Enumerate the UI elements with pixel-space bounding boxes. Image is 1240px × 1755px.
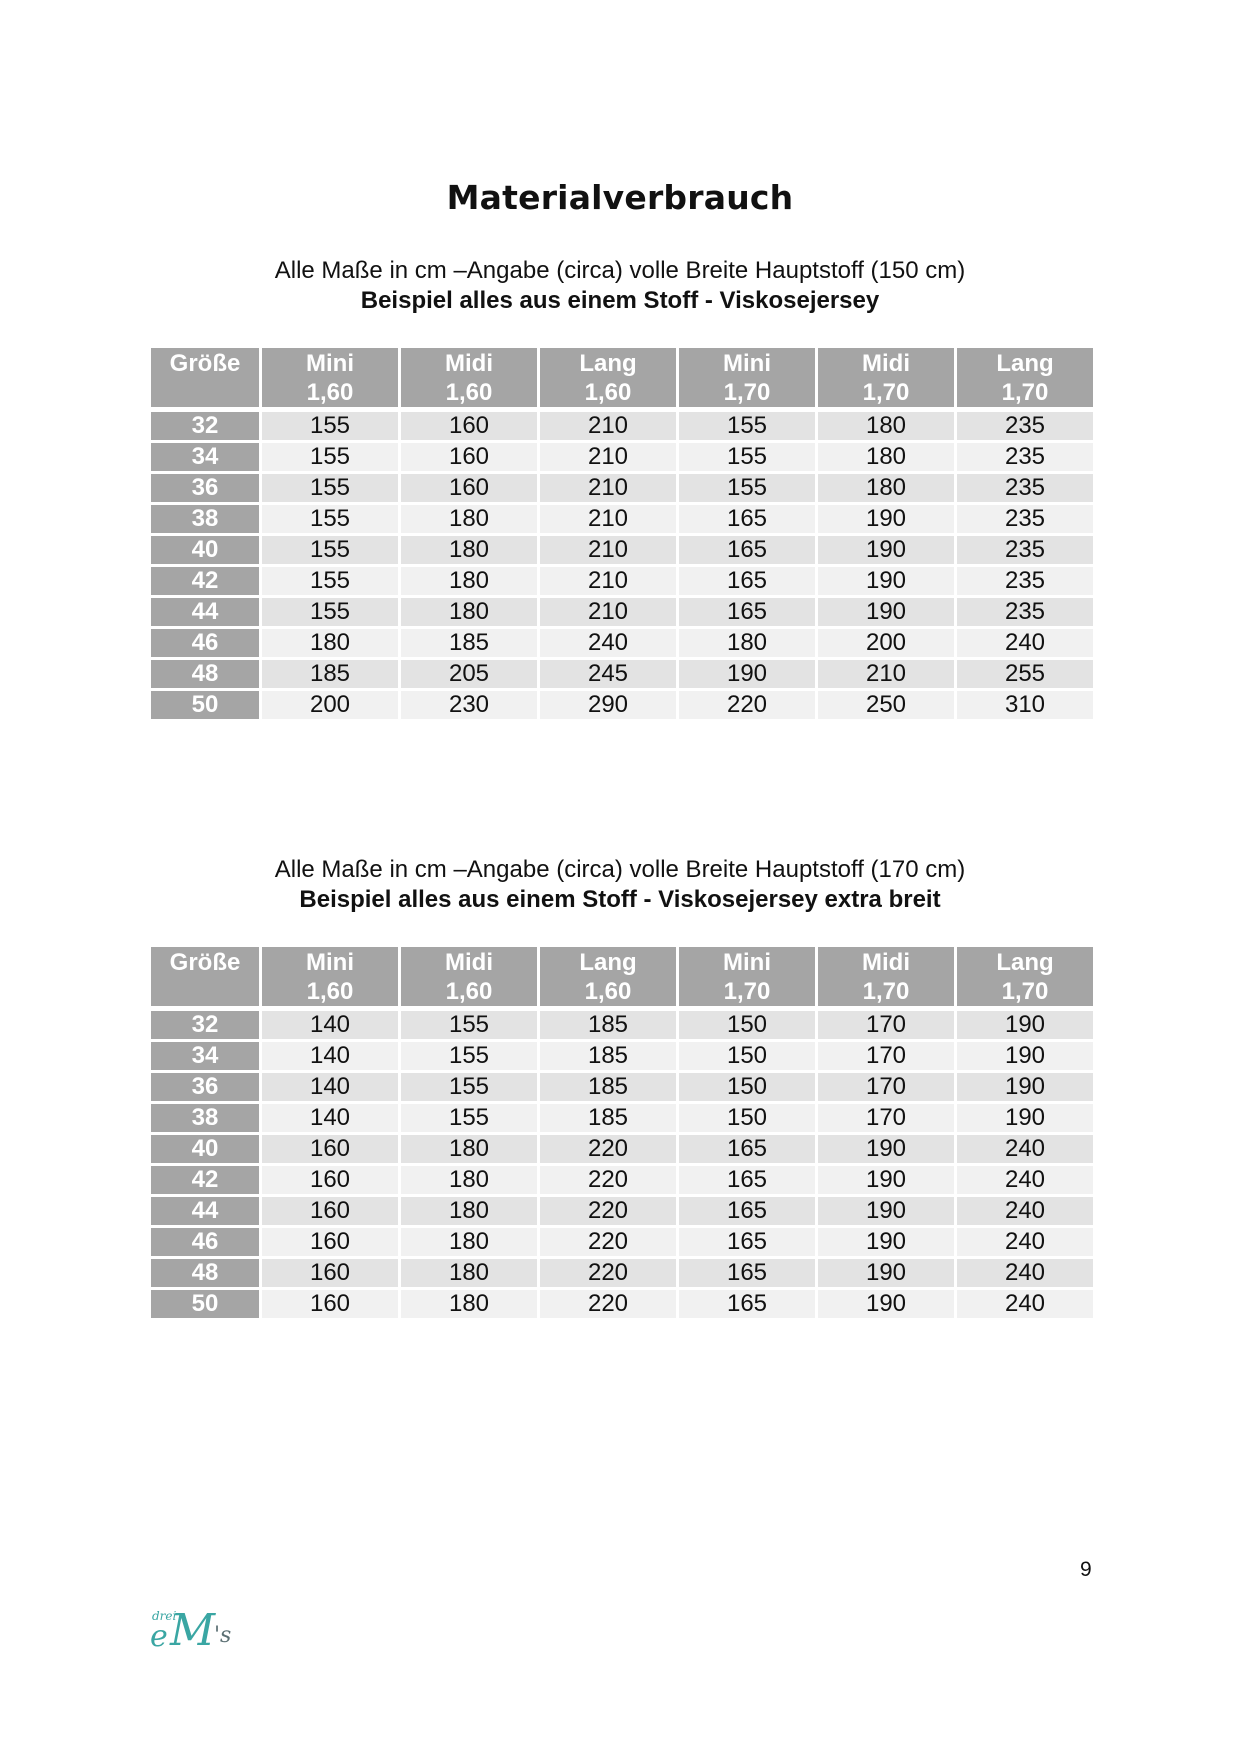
value-cell: 240 [957, 1197, 1093, 1225]
value-cell: 220 [679, 691, 815, 719]
value-cell: 235 [957, 567, 1093, 595]
value-cell: 180 [401, 1228, 537, 1256]
value-cell: 155 [679, 443, 815, 471]
header-sublabel: 1,70 [723, 978, 771, 1005]
value-cell: 200 [262, 691, 398, 719]
value-cell: 190 [957, 1042, 1093, 1070]
header-sublabel: 1,70 [1001, 978, 1049, 1005]
value-cell: 155 [262, 474, 398, 502]
value-cell: 180 [401, 1259, 537, 1287]
header-sublabel: 1,60 [445, 379, 493, 406]
header-label: Lang [996, 350, 1054, 377]
value-cell: 220 [540, 1197, 676, 1225]
value-cell: 220 [540, 1228, 676, 1256]
header-cell [679, 947, 815, 1006]
table-header-row [151, 947, 1097, 1006]
size-cell: 32 [151, 1011, 259, 1039]
size-cell: 40 [151, 1135, 259, 1163]
header-label: Midi [445, 350, 493, 377]
value-cell: 140 [262, 1011, 398, 1039]
value-cell: 140 [262, 1042, 398, 1070]
size-cell: 34 [151, 1042, 259, 1070]
header-sublabel: 1,60 [584, 379, 632, 406]
size-cell: 44 [151, 598, 259, 626]
value-cell: 240 [957, 1166, 1093, 1194]
header-label: Mini [723, 949, 771, 976]
value-cell: 185 [540, 1104, 676, 1132]
table-row [151, 536, 1097, 564]
value-cell: 185 [540, 1073, 676, 1101]
value-cell: 160 [401, 474, 537, 502]
header-cell [540, 947, 676, 1006]
size-cell: 48 [151, 660, 259, 688]
table-row [151, 660, 1097, 688]
header-cell [401, 947, 537, 1006]
value-cell: 235 [957, 505, 1093, 533]
value-cell: 210 [818, 660, 954, 688]
value-cell: 150 [679, 1104, 815, 1132]
value-cell: 240 [957, 629, 1093, 657]
value-cell: 160 [262, 1166, 398, 1194]
brand-logo [150, 1605, 240, 1665]
table-row [151, 1135, 1097, 1163]
value-cell: 235 [957, 443, 1093, 471]
header-cell [957, 947, 1093, 1006]
value-cell: 155 [679, 474, 815, 502]
size-cell: 40 [151, 536, 259, 564]
header-label: Midi [445, 949, 493, 976]
header-cell [957, 348, 1093, 407]
size-cell: 36 [151, 1073, 259, 1101]
value-cell: 155 [401, 1011, 537, 1039]
value-cell: 190 [957, 1073, 1093, 1101]
header-label: Mini [306, 350, 354, 377]
value-cell: 165 [679, 598, 815, 626]
value-cell: 155 [262, 443, 398, 471]
value-cell: 235 [957, 412, 1093, 440]
size-cell: 50 [151, 691, 259, 719]
value-cell: 140 [262, 1073, 398, 1101]
material-table-170 [151, 947, 1097, 1321]
value-cell: 220 [540, 1290, 676, 1318]
value-cell: 290 [540, 691, 676, 719]
value-cell: 250 [818, 691, 954, 719]
value-cell: 230 [401, 691, 537, 719]
header-cell [151, 947, 259, 1006]
page-title: Materialverbrauch [446, 178, 794, 217]
value-cell: 220 [540, 1259, 676, 1287]
value-cell: 165 [679, 536, 815, 564]
value-cell: 210 [540, 536, 676, 564]
value-cell: 180 [818, 474, 954, 502]
value-cell: 240 [957, 1135, 1093, 1163]
value-cell: 190 [818, 567, 954, 595]
header-label: Lang [579, 350, 637, 377]
value-cell: 165 [679, 567, 815, 595]
size-cell: 44 [151, 1197, 259, 1225]
table-row [151, 598, 1097, 626]
value-cell: 170 [818, 1042, 954, 1070]
header-sublabel: 1,60 [584, 978, 632, 1005]
value-cell: 220 [540, 1166, 676, 1194]
value-cell: 180 [401, 536, 537, 564]
value-cell: 235 [957, 474, 1093, 502]
value-cell: 180 [401, 1197, 537, 1225]
header-sublabel: 1,60 [306, 379, 354, 406]
value-cell: 180 [818, 443, 954, 471]
table-row [151, 1073, 1097, 1101]
table-row [151, 443, 1097, 471]
value-cell: 185 [540, 1011, 676, 1039]
size-cell: 34 [151, 443, 259, 471]
header-label: Lang [996, 949, 1054, 976]
table-row [151, 1042, 1097, 1070]
logo-text-small: drei [152, 1609, 177, 1623]
value-cell: 235 [957, 598, 1093, 626]
table-row [151, 1290, 1097, 1318]
table-row [151, 1104, 1097, 1132]
value-cell: 165 [679, 1166, 815, 1194]
size-cell: 42 [151, 1166, 259, 1194]
value-cell: 160 [262, 1197, 398, 1225]
header-cell [540, 348, 676, 407]
table-row [151, 1228, 1097, 1256]
value-cell: 190 [818, 1197, 954, 1225]
value-cell: 240 [957, 1290, 1093, 1318]
value-cell: 155 [679, 412, 815, 440]
value-cell: 245 [540, 660, 676, 688]
value-cell: 190 [818, 536, 954, 564]
table-1-caption [0, 256, 1240, 316]
value-cell: 180 [401, 598, 537, 626]
value-cell: 160 [401, 443, 537, 471]
table-row [151, 474, 1097, 502]
caption-line-2: Beispiel alles aus einem Stoff - Viskosejersey [360, 287, 880, 314]
value-cell: 155 [401, 1042, 537, 1070]
table-row [151, 691, 1097, 719]
table-row [151, 505, 1097, 533]
value-cell: 165 [679, 1135, 815, 1163]
size-cell: 38 [151, 505, 259, 533]
value-cell: 190 [818, 505, 954, 533]
logo-text-s: 's [214, 1623, 232, 1648]
table-row [151, 1011, 1097, 1039]
table-row [151, 1259, 1097, 1287]
header-label: Größe [169, 949, 241, 976]
value-cell: 170 [818, 1104, 954, 1132]
header-sublabel: 1,70 [862, 978, 910, 1005]
value-cell: 150 [679, 1042, 815, 1070]
header-cell [818, 947, 954, 1006]
value-cell: 180 [679, 629, 815, 657]
value-cell: 220 [540, 1135, 676, 1163]
value-cell: 180 [401, 1290, 537, 1318]
header-label: Größe [169, 350, 241, 377]
value-cell: 180 [401, 1166, 537, 1194]
header-label: Midi [862, 350, 910, 377]
value-cell: 180 [262, 629, 398, 657]
value-cell: 150 [679, 1073, 815, 1101]
value-cell: 155 [262, 505, 398, 533]
value-cell: 180 [818, 412, 954, 440]
value-cell: 185 [540, 1042, 676, 1070]
value-cell: 165 [679, 1259, 815, 1287]
value-cell: 180 [401, 1135, 537, 1163]
value-cell: 210 [540, 598, 676, 626]
caption-line-1: Alle Maße in cm –Angabe (circa) volle Breite Hauptstoff (170 cm) [274, 856, 966, 883]
size-cell: 38 [151, 1104, 259, 1132]
table-row [151, 1197, 1097, 1225]
value-cell: 160 [262, 1259, 398, 1287]
value-cell: 150 [679, 1011, 815, 1039]
value-cell: 160 [401, 412, 537, 440]
logo-text-e: e [150, 1619, 168, 1654]
header-sublabel: 1,70 [862, 379, 910, 406]
header-sublabel: 1,60 [445, 978, 493, 1005]
value-cell: 160 [262, 1135, 398, 1163]
value-cell: 190 [679, 660, 815, 688]
value-cell: 190 [957, 1011, 1093, 1039]
value-cell: 240 [540, 629, 676, 657]
value-cell: 140 [262, 1104, 398, 1132]
value-cell: 180 [401, 567, 537, 595]
value-cell: 170 [818, 1011, 954, 1039]
value-cell: 210 [540, 567, 676, 595]
table-row [151, 567, 1097, 595]
header-cell [401, 348, 537, 407]
value-cell: 190 [818, 1228, 954, 1256]
value-cell: 165 [679, 505, 815, 533]
value-cell: 190 [818, 1290, 954, 1318]
value-cell: 190 [818, 1166, 954, 1194]
value-cell: 210 [540, 474, 676, 502]
size-cell: 42 [151, 567, 259, 595]
header-label: Midi [862, 949, 910, 976]
value-cell: 185 [401, 629, 537, 657]
value-cell: 190 [818, 598, 954, 626]
value-cell: 155 [401, 1073, 537, 1101]
value-cell: 240 [957, 1228, 1093, 1256]
value-cell: 155 [401, 1104, 537, 1132]
page-number: 9 [1080, 1558, 1092, 1581]
caption-line-2: Beispiel alles aus einem Stoff - Viskosejersey extra breit [299, 886, 941, 913]
header-cell [151, 348, 259, 407]
value-cell: 185 [262, 660, 398, 688]
logo-text-m: M [170, 1605, 216, 1656]
size-cell: 36 [151, 474, 259, 502]
value-cell: 190 [957, 1104, 1093, 1132]
value-cell: 190 [818, 1259, 954, 1287]
value-cell: 190 [818, 1135, 954, 1163]
table-row [151, 1166, 1097, 1194]
value-cell: 210 [540, 505, 676, 533]
size-cell: 50 [151, 1290, 259, 1318]
value-cell: 205 [401, 660, 537, 688]
table-row [151, 412, 1097, 440]
value-cell: 255 [957, 660, 1093, 688]
caption-line-1: Alle Maße in cm –Angabe (circa) volle Breite Hauptstoff (150 cm) [274, 257, 966, 284]
header-sublabel: 1,60 [306, 978, 354, 1005]
header-sublabel: 1,70 [723, 379, 771, 406]
header-cell [262, 348, 398, 407]
value-cell: 160 [262, 1228, 398, 1256]
value-cell: 165 [679, 1197, 815, 1225]
value-cell: 155 [262, 598, 398, 626]
value-cell: 235 [957, 536, 1093, 564]
value-cell: 210 [540, 443, 676, 471]
value-cell: 310 [957, 691, 1093, 719]
value-cell: 170 [818, 1073, 954, 1101]
header-cell [818, 348, 954, 407]
table-2-caption [0, 855, 1240, 915]
value-cell: 160 [262, 1290, 398, 1318]
header-label: Mini [306, 949, 354, 976]
size-cell: 48 [151, 1259, 259, 1287]
header-cell [262, 947, 398, 1006]
header-label: Lang [579, 949, 637, 976]
value-cell: 155 [262, 567, 398, 595]
size-cell: 32 [151, 412, 259, 440]
value-cell: 155 [262, 412, 398, 440]
table-row [151, 629, 1097, 657]
value-cell: 155 [262, 536, 398, 564]
header-sublabel: 1,70 [1001, 379, 1049, 406]
value-cell: 240 [957, 1259, 1093, 1287]
header-label: Mini [723, 350, 771, 377]
header-cell [679, 348, 815, 407]
table-header-row [151, 348, 1097, 407]
material-table-150 [151, 348, 1097, 722]
value-cell: 165 [679, 1290, 815, 1318]
value-cell: 180 [401, 505, 537, 533]
size-cell: 46 [151, 629, 259, 657]
value-cell: 165 [679, 1228, 815, 1256]
size-cell: 46 [151, 1228, 259, 1256]
value-cell: 200 [818, 629, 954, 657]
value-cell: 210 [540, 412, 676, 440]
